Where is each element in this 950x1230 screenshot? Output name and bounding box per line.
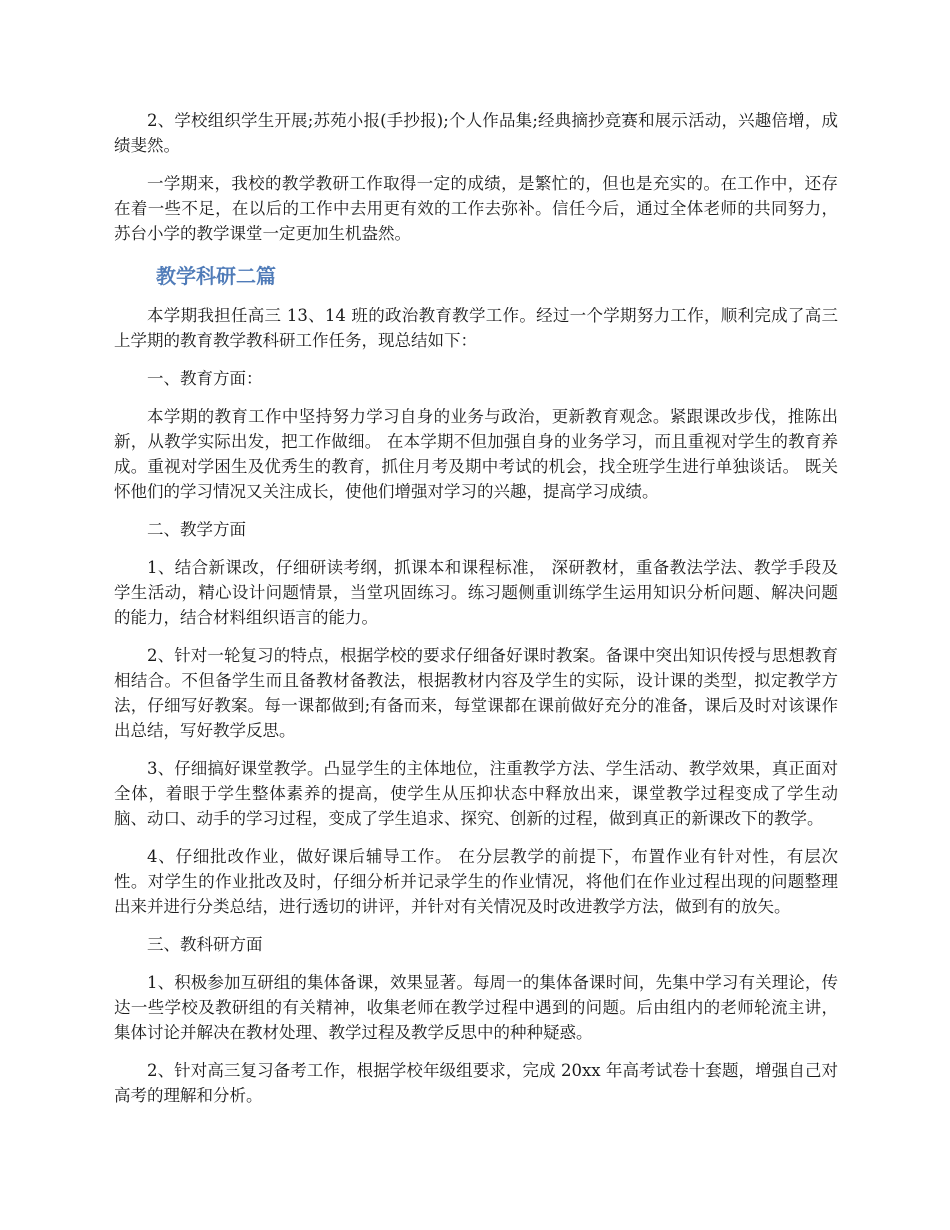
document-page: [114, 108, 838, 1121]
paragraph: 1、积极参加互研组的集体备课，效果显著。每周一的集体备课时间，先集中学习有关理论，传达一些学校及教研组的有关精神，收集老师在教学过程中遇到的问题。后由组内的老师轮流主讲，集体讨论并解决在教材处理、教学过程及教学反思中的种种疑惑。: [114, 973, 838, 1042]
paragraph: 一学期来，我校的教学教研工作取得一定的成绩，是繁忙的，但也是充实的。在工作中，还存在着一些不足，在以后的工作中去用更有效的工作去弥补。信任今后，通过全体老师的共同努力，苏台小学的教学课堂一定更加生机盎然。: [114, 174, 838, 243]
paragraph: 4、仔细批改作业，做好课后辅导工作。 在分层教学的前提下，布置作业有针对性，有层次性。对学生的作业批改及时，仔细分析并记录学生的作业情况，将他们在作业过程出现的问题整理出来并进行分类总结，进行透切的讲评，并针对有关情况及时改进教学方法，做到有的放矢。: [114, 847, 838, 916]
paragraph: 1、结合新课改，仔细研读考纲，抓课本和课程标准， 深研教材，重备教法学法、教学手段及学生活动，精心设计问题情景，当堂巩固练习。练习题侧重训练学生运用知识分析问题、解决问题的能力，结合材料组织语言的能力。: [114, 558, 838, 627]
paragraph: 2、针对一轮复习的特点，根据学校的要求仔细备好课时教案。备课中突出知识传授与思想教育相结合。不但备学生而且备教材备教法，根据教材内容及学生的实际，设计课的类型，拟定教学方法，仔细写好教案。每一课都做到;有备而来，每堂课都在课前做好充分的准备，课后及时对该课作出总结，写好教学反思。: [114, 646, 838, 740]
paragraph: 本学期的教育工作中坚持努力学习自身的业务与政治，更新教育观念。紧跟课改步伐，推陈出新，从教学实际出发，把工作做细。 在本学期不但加强自身的业务学习，而且重视对学生的教育养成。重视对学困生及优秀生的教育，抓住月考及期中考试的机会，找全班学生进行单独谈话。 既关怀他们的学习情况又关注成长，使他们增强对学习的兴趣，提高学习成绩。: [114, 407, 838, 501]
section-title-teaching: 二、教学方面: [147, 520, 246, 539]
section-title-education: 一、教育方面：: [147, 369, 263, 388]
section-title-research: 三、教科研方面: [147, 935, 263, 954]
paragraph: 2、针对高三复习备考工作，根据学校年级组要求，完成 20xx 年高考试卷十套题，增强自己对高考的理解和分析。: [114, 1061, 838, 1105]
paragraph: 2、学校组织学生开展;苏苑小报(手抄报);个人作品集;经典摘抄竞赛和展示活动，兴趣倍增，成绩斐然。: [114, 111, 838, 155]
paragraph: 3、仔细搞好课堂教学。凸显学生的主体地位，注重教学方法、学生活动、教学效果，真正面对全体，着眼于学生整体素养的提高，使学生从压抑状态中释放出来，课堂教学过程变成了学生动脑、动口、动手的学习过程，变成了学生追求、探究、创新的过程，做到真正的新课改下的教学。: [114, 759, 838, 828]
section-heading: 教学科研二篇: [156, 264, 276, 288]
paragraph: 本学期我担任高三 13、14 班的政治教育教学工作。经过一个学期努力工作，顺利完成了高三上学期的教育教学教科研工作任务，现总结如下：: [114, 306, 838, 350]
